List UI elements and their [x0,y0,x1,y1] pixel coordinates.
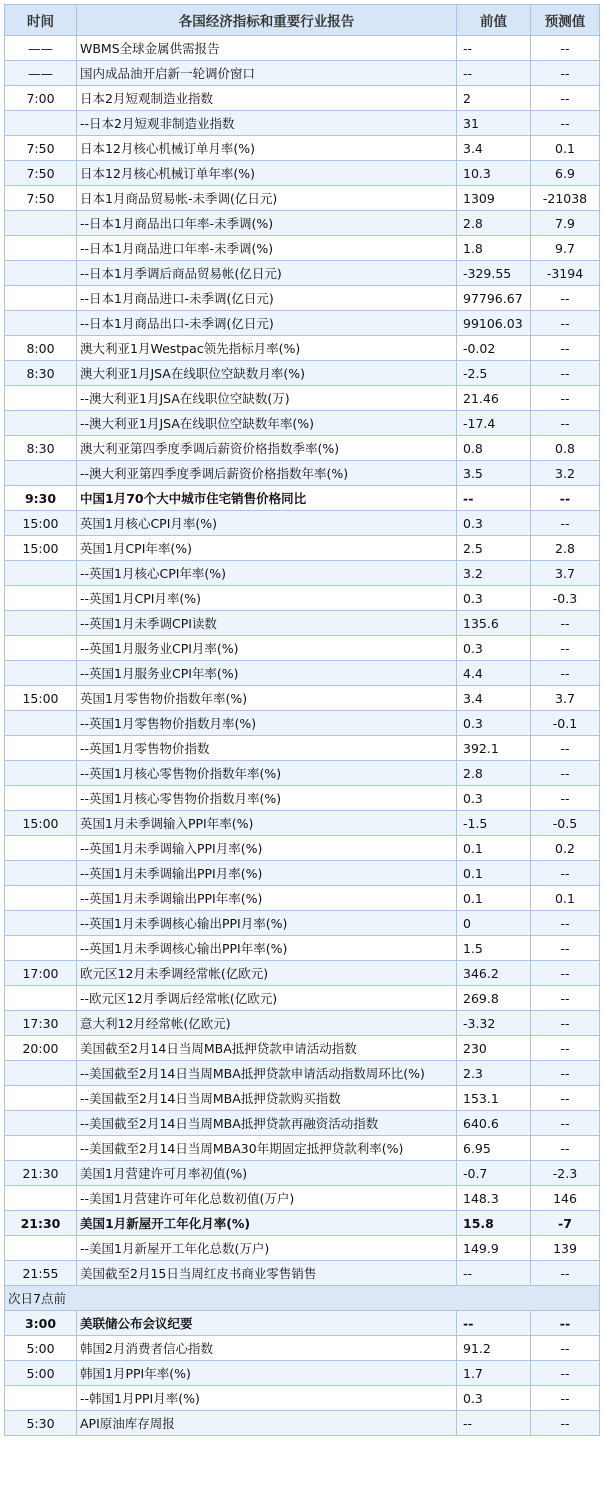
time-cell [5,936,77,961]
indicator-cell: --澳大利亚1月JSA在线职位空缺数年率(%) [77,411,457,436]
time-cell: 7:50 [5,161,77,186]
forecast-value-cell: -- [531,1061,600,1086]
indicator-cell: --日本1月商品出口-未季调(亿日元) [77,311,457,336]
indicator-cell: --英国1月核心零售物价指数年率(%) [77,761,457,786]
previous-value-cell: 2.8 [457,211,531,236]
table-row [5,461,600,486]
time-cell [5,711,77,736]
time-cell [5,886,77,911]
indicator-cell: --美国1月新屋开工年化总数(万户) [77,1236,457,1261]
time-cell: 8:30 [5,361,77,386]
indicator-cell: 意大利12月经常帐(亿欧元) [77,1011,457,1036]
previous-value-cell: 99106.03 [457,311,531,336]
table-row [5,961,600,986]
forecast-value-cell: -- [531,736,600,761]
indicator-cell: 日本1月商品贸易帐-未季调(亿日元) [77,186,457,211]
indicator-cell: 欧元区12月未季调经常帐(亿欧元) [77,961,457,986]
time-cell: 15:00 [5,511,77,536]
indicator-cell: --英国1月服务业CPI月率(%) [77,636,457,661]
table-row [5,811,600,836]
forecast-value-cell: -- [531,636,600,661]
indicator-cell: --日本1月季调后商品贸易帐(亿日元) [77,261,457,286]
table-row [5,161,600,186]
previous-value-cell: 91.2 [457,1336,531,1361]
time-cell: —— [5,36,77,61]
table-row [5,336,600,361]
forecast-value-cell: -- [531,936,600,961]
indicator-cell: 日本12月核心机械订单年率(%) [77,161,457,186]
time-cell [5,1111,77,1136]
previous-value-cell: 1309 [457,186,531,211]
previous-value-cell: -- [457,36,531,61]
forecast-value-cell: -- [531,411,600,436]
indicator-cell: --欧元区12月季调后经常帐(亿欧元) [77,986,457,1011]
forecast-value-cell: -- [531,961,600,986]
forecast-value-cell: -- [531,1136,600,1161]
header-time: 时间 [5,5,77,36]
indicator-cell: 韩国1月PPI年率(%) [77,1361,457,1386]
previous-value-cell: 0.8 [457,436,531,461]
calendar-table [4,4,600,1436]
table-row [5,1036,600,1061]
table-row [5,1011,600,1036]
table-row [5,1386,600,1411]
forecast-value-cell: -- [531,1386,600,1411]
previous-value-cell: 31 [457,111,531,136]
time-cell: 5:30 [5,1411,77,1436]
previous-value-cell: 0.3 [457,586,531,611]
previous-value-cell: -329.55 [457,261,531,286]
previous-value-cell: -2.5 [457,361,531,386]
economic-calendar [4,4,599,1436]
table-row [5,111,600,136]
table-row [5,1086,600,1111]
table-row [5,536,600,561]
forecast-value-cell: -- [531,286,600,311]
indicator-cell: --日本2月短观非制造业指数 [77,111,457,136]
indicator-cell: --英国1月未季调核心输出PPI月率(%) [77,911,457,936]
indicator-cell: API原油库存周报 [77,1411,457,1436]
table-row [5,986,600,1011]
time-cell [5,386,77,411]
indicator-cell: 澳大利亚第四季度季调后薪资价格指数季率(%) [77,436,457,461]
table-row [5,61,600,86]
time-cell [5,661,77,686]
time-cell: 21:30 [5,1161,77,1186]
time-cell: 3:00 [5,1311,77,1336]
indicator-cell: 美联储公布会议纪要 [77,1311,457,1336]
indicator-cell: --韩国1月PPI月率(%) [77,1386,457,1411]
indicator-cell: 中国1月70个大中城市住宅销售价格同比 [77,486,457,511]
table-row [5,361,600,386]
table-body [5,36,600,1436]
table-row [5,761,600,786]
indicator-cell: 英国1月零售物价指数年率(%) [77,686,457,711]
forecast-value-cell: -21038 [531,186,600,211]
previous-value-cell: 0.3 [457,1386,531,1411]
indicator-cell: 国内成品油开启新一轮调价窗口 [77,61,457,86]
time-cell [5,411,77,436]
indicator-cell: 英国1月CPI年率(%) [77,536,457,561]
forecast-value-cell: -- [531,111,600,136]
indicator-cell: 美国截至2月14日当周MBA抵押贷款申请活动指数 [77,1036,457,1061]
previous-value-cell: 97796.67 [457,286,531,311]
previous-value-cell: 6.95 [457,1136,531,1161]
previous-value-cell: 2 [457,86,531,111]
table-row [5,1111,600,1136]
forecast-value-cell: 9.7 [531,236,600,261]
forecast-value-cell: -- [531,1311,600,1336]
indicator-cell: --英国1月核心CPI年率(%) [77,561,457,586]
forecast-value-cell: -- [531,1336,600,1361]
table-row [5,36,600,61]
previous-value-cell: 10.3 [457,161,531,186]
time-cell [5,1236,77,1261]
forecast-value-cell: -- [531,36,600,61]
table-row [5,1136,600,1161]
forecast-value-cell: -- [531,1411,600,1436]
indicator-cell: --日本1月商品出口年率-未季调(%) [77,211,457,236]
table-row [5,411,600,436]
indicator-cell: --英国1月核心零售物价指数月率(%) [77,786,457,811]
forecast-value-cell: -- [531,1036,600,1061]
indicator-cell: 美国1月营建许可月率初值(%) [77,1161,457,1186]
indicator-cell: 英国1月核心CPI月率(%) [77,511,457,536]
header-previous: 前值 [457,5,531,36]
forecast-value-cell: 0.1 [531,886,600,911]
table-header-row [5,5,600,36]
forecast-value-cell: -- [531,786,600,811]
forecast-value-cell: -- [531,1111,600,1136]
time-cell: 21:30 [5,1211,77,1236]
forecast-value-cell: -- [531,361,600,386]
previous-value-cell: 0.3 [457,511,531,536]
time-cell [5,111,77,136]
previous-value-cell: 21.46 [457,386,531,411]
header-indicator: 各国经济指标和重要行业报告 [77,5,457,36]
previous-value-cell: 346.2 [457,961,531,986]
time-cell [5,986,77,1011]
forecast-value-cell: 3.7 [531,561,600,586]
time-cell: 7:50 [5,186,77,211]
indicator-cell: 日本2月短观制造业指数 [77,86,457,111]
indicator-cell: --英国1月未季调输出PPI年率(%) [77,886,457,911]
indicator-cell: 澳大利亚1月JSA在线职位空缺数月率(%) [77,361,457,386]
table-row [5,686,600,711]
previous-value-cell: -1.5 [457,811,531,836]
section-label: 次日7点前 [5,1286,600,1311]
time-cell [5,586,77,611]
time-cell [5,911,77,936]
forecast-value-cell: 146 [531,1186,600,1211]
previous-value-cell: 3.2 [457,561,531,586]
forecast-value-cell: 0.2 [531,836,600,861]
table-row [5,586,600,611]
previous-value-cell: 135.6 [457,611,531,636]
indicator-cell: --日本1月商品进口年率-未季调(%) [77,236,457,261]
table-row [5,836,600,861]
indicator-cell: --英国1月服务业CPI年率(%) [77,661,457,686]
time-cell: 5:00 [5,1361,77,1386]
table-row [5,711,600,736]
forecast-value-cell: -- [531,761,600,786]
forecast-value-cell: 0.1 [531,136,600,161]
time-cell [5,836,77,861]
previous-value-cell: 0.3 [457,636,531,661]
time-cell [5,561,77,586]
time-cell: —— [5,61,77,86]
table-row [5,486,600,511]
indicator-cell: 美国截至2月15日当周红皮书商业零售销售 [77,1261,457,1286]
table-row [5,736,600,761]
previous-value-cell: 0.3 [457,786,531,811]
previous-value-cell: -- [457,1411,531,1436]
forecast-value-cell: 3.7 [531,686,600,711]
previous-value-cell: -- [457,1311,531,1336]
time-cell [5,1061,77,1086]
previous-value-cell: 230 [457,1036,531,1061]
forecast-value-cell: -- [531,611,600,636]
time-cell: 5:00 [5,1336,77,1361]
forecast-value-cell: 6.9 [531,161,600,186]
time-cell: 7:00 [5,86,77,111]
table-row [5,136,600,161]
time-cell [5,1386,77,1411]
table-row [5,636,600,661]
previous-value-cell: -0.7 [457,1161,531,1186]
indicator-cell: 澳大利亚1月Westpac领先指标月率(%) [77,336,457,361]
forecast-value-cell: -- [531,311,600,336]
table-row [5,1361,600,1386]
previous-value-cell: 269.8 [457,986,531,1011]
indicator-cell: --美国截至2月14日当周MBA抵押贷款再融资活动指数 [77,1111,457,1136]
forecast-value-cell: 7.9 [531,211,600,236]
forecast-value-cell: -- [531,1011,600,1036]
table-row [5,1261,600,1286]
indicator-cell: --英国1月零售物价指数月率(%) [77,711,457,736]
forecast-value-cell: -- [531,486,600,511]
previous-value-cell: 2.8 [457,761,531,786]
previous-value-cell: 640.6 [457,1111,531,1136]
indicator-cell: 韩国2月消费者信心指数 [77,1336,457,1361]
forecast-value-cell: 3.2 [531,461,600,486]
forecast-value-cell: -- [531,1361,600,1386]
time-cell [5,286,77,311]
table-row [5,1236,600,1261]
previous-value-cell: 153.1 [457,1086,531,1111]
previous-value-cell: 0.1 [457,886,531,911]
table-row [5,1061,600,1086]
table-row [5,261,600,286]
time-cell: 15:00 [5,686,77,711]
time-cell: 15:00 [5,811,77,836]
table-row [5,436,600,461]
indicator-cell: --英国1月未季调CPI读数 [77,611,457,636]
previous-value-cell: 1.7 [457,1361,531,1386]
indicator-cell: --英国1月未季调核心输出PPI年率(%) [77,936,457,961]
forecast-value-cell: -- [531,86,600,111]
time-cell [5,861,77,886]
table-row [5,186,600,211]
forecast-value-cell: -- [531,511,600,536]
table-row [5,286,600,311]
forecast-value-cell: -0.1 [531,711,600,736]
indicator-cell: 英国1月未季调输入PPI年率(%) [77,811,457,836]
time-cell [5,1136,77,1161]
indicator-cell: --美国截至2月14日当周MBA抵押贷款申请活动指数周环比(%) [77,1061,457,1086]
table-row [5,1186,600,1211]
previous-value-cell: -- [457,486,531,511]
indicator-cell: --英国1月未季调输出PPI月率(%) [77,861,457,886]
forecast-value-cell: -0.3 [531,586,600,611]
indicator-cell: --澳大利亚第四季度季调后薪资价格指数年率(%) [77,461,457,486]
time-cell [5,461,77,486]
previous-value-cell: 4.4 [457,661,531,686]
time-cell [5,311,77,336]
forecast-value-cell: -- [531,386,600,411]
time-cell: 8:00 [5,336,77,361]
table-row [5,511,600,536]
previous-value-cell: 15.8 [457,1211,531,1236]
previous-value-cell: 0 [457,911,531,936]
table-row [5,236,600,261]
table-row [5,561,600,586]
previous-value-cell: 148.3 [457,1186,531,1211]
previous-value-cell: 0.1 [457,861,531,886]
previous-value-cell: -- [457,1261,531,1286]
table-row [5,936,600,961]
header-forecast: 预测值 [531,5,600,36]
indicator-cell: --美国1月营建许可年化总数初值(万户) [77,1186,457,1211]
forecast-value-cell: 0.8 [531,436,600,461]
time-cell [5,1086,77,1111]
time-cell [5,786,77,811]
table-row [5,1211,600,1236]
section-row [5,1286,600,1311]
forecast-value-cell: -- [531,661,600,686]
forecast-value-cell: -7 [531,1211,600,1236]
time-cell: 8:30 [5,436,77,461]
indicator-cell: --澳大利亚1月JSA在线职位空缺数(万) [77,386,457,411]
previous-value-cell: 3.5 [457,461,531,486]
time-cell: 17:30 [5,1011,77,1036]
previous-value-cell: 3.4 [457,686,531,711]
time-cell: 9:30 [5,486,77,511]
forecast-value-cell: 139 [531,1236,600,1261]
indicator-cell: --日本1月商品进口-未季调(亿日元) [77,286,457,311]
forecast-value-cell: -0.5 [531,811,600,836]
forecast-value-cell: -- [531,1261,600,1286]
time-cell [5,636,77,661]
forecast-value-cell: -- [531,861,600,886]
table-row [5,911,600,936]
table-row [5,386,600,411]
time-cell [5,736,77,761]
time-cell [5,261,77,286]
time-cell: 15:00 [5,536,77,561]
table-row [5,1161,600,1186]
time-cell: 17:00 [5,961,77,986]
table-row [5,211,600,236]
forecast-value-cell: -- [531,911,600,936]
time-cell [5,236,77,261]
previous-value-cell: 0.1 [457,836,531,861]
indicator-cell: --美国截至2月14日当周MBA30年期固定抵押贷款利率(%) [77,1136,457,1161]
previous-value-cell: 0.3 [457,711,531,736]
previous-value-cell: 392.1 [457,736,531,761]
previous-value-cell: -- [457,61,531,86]
forecast-value-cell: -2.3 [531,1161,600,1186]
time-cell [5,211,77,236]
time-cell: 7:50 [5,136,77,161]
table-row [5,1311,600,1336]
time-cell: 21:55 [5,1261,77,1286]
forecast-value-cell: -- [531,1086,600,1111]
time-cell: 20:00 [5,1036,77,1061]
previous-value-cell: -17.4 [457,411,531,436]
previous-value-cell: 1.8 [457,236,531,261]
time-cell [5,761,77,786]
indicator-cell: WBMS全球金属供需报告 [77,36,457,61]
time-cell [5,611,77,636]
forecast-value-cell: -3194 [531,261,600,286]
previous-value-cell: 149.9 [457,1236,531,1261]
previous-value-cell: 2.3 [457,1061,531,1086]
forecast-value-cell: -- [531,61,600,86]
forecast-value-cell: 2.8 [531,536,600,561]
previous-value-cell: 2.5 [457,536,531,561]
table-row [5,661,600,686]
table-row [5,311,600,336]
previous-value-cell: -3.32 [457,1011,531,1036]
forecast-value-cell: -- [531,336,600,361]
indicator-cell: --英国1月零售物价指数 [77,736,457,761]
previous-value-cell: 3.4 [457,136,531,161]
indicator-cell: 日本12月核心机械订单月率(%) [77,136,457,161]
forecast-value-cell: -- [531,986,600,1011]
table-row [5,1336,600,1361]
table-row [5,1411,600,1436]
table-row [5,86,600,111]
table-row [5,611,600,636]
indicator-cell: --美国截至2月14日当周MBA抵押贷款购买指数 [77,1086,457,1111]
indicator-cell: --英国1月CPI月率(%) [77,586,457,611]
indicator-cell: --英国1月未季调输入PPI月率(%) [77,836,457,861]
time-cell [5,1186,77,1211]
table-row [5,886,600,911]
previous-value-cell: -0.02 [457,336,531,361]
table-row [5,786,600,811]
previous-value-cell: 1.5 [457,936,531,961]
table-row [5,861,600,886]
indicator-cell: 美国1月新屋开工年化月率(%) [77,1211,457,1236]
